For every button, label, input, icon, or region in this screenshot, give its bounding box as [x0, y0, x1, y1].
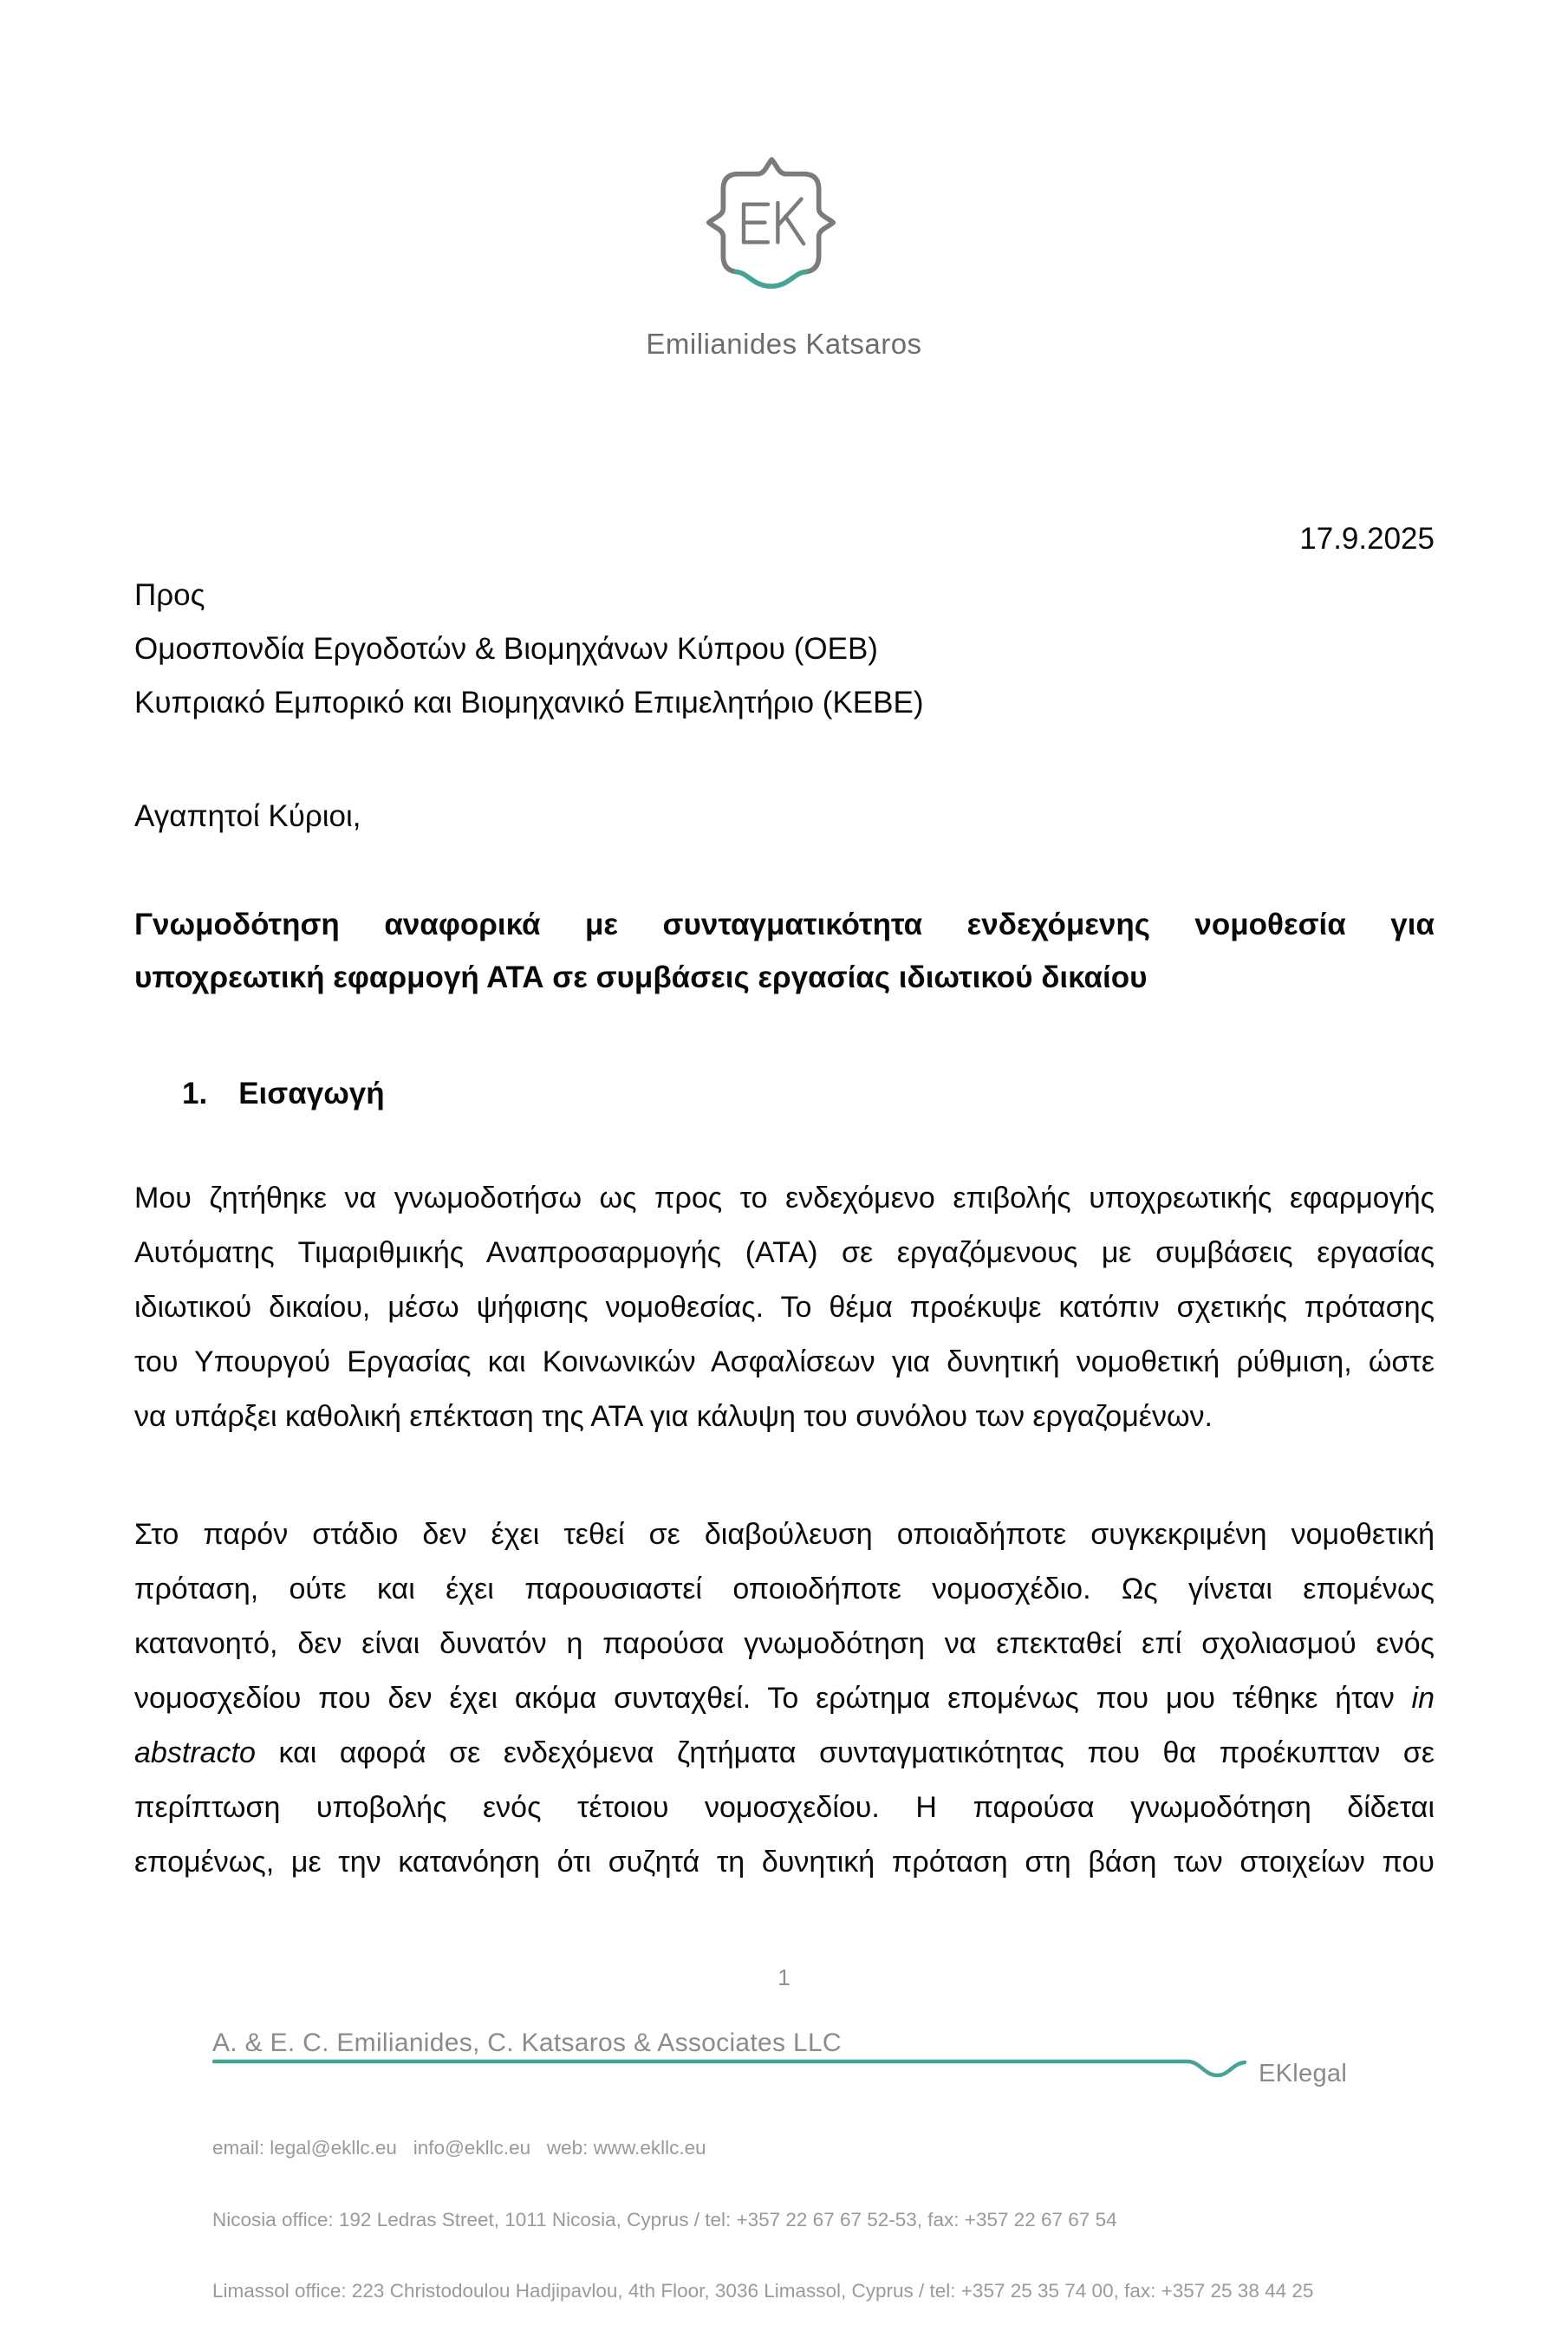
subject-line: Γνωμοδότηση αναφορικά με συνταγματικότητα ενδεχόμενης νομοθεσία για [134, 908, 1435, 941]
body-text-segment: και αφορά σε ενδεχόμενα ζητήματα συνταγματικότητας που θα προέκυπταν σε [278, 1736, 1435, 1769]
badge-teal-wave [736, 272, 806, 287]
footer-nicosia-line: Nicosia office: 192 Ledras Street, 1011 Nicosia, Cyprus / tel: +357 22 67 67 52-53, fax: +357 22 67 67 54 [212, 2208, 1117, 2231]
body-line: ιδιωτικού δικαίου, μέσω ψήφισης νομοθεσίας. Το θέμα προέκυψε κατόπιν σχετικής πρότασης [134, 1291, 1435, 1324]
brand-name: Emilianides Katsaros [646, 328, 922, 360]
body-line [134, 1671, 1435, 1726]
body-text-segment: νομοσχεδίου που δεν έχει ακόμα συνταχθεί. Το ερώτημα επομένως που μου τέθηκε ήταν [134, 1682, 1395, 1715]
badge-outline [709, 160, 834, 272]
ek-badge-logo-icon [695, 146, 847, 302]
eklegal-swoosh-icon [212, 2056, 1250, 2086]
salutation: Αγαπητοί Κύριοι, [134, 799, 361, 833]
body-line: κατανοητό, δεν είναι δυνατόν η παρούσα γνωμοδότηση να επεκταθεί επί σχολιασμού ενός [134, 1627, 1435, 1660]
latin-phrase-italic: in [1411, 1682, 1435, 1715]
footer-email-line: email: legal@ekllc.eu info@ekllc.eu web: www.ekllc.eu [212, 2137, 706, 2159]
subject-line: υποχρεωτική εφαρμογή ΑΤΑ σε συμβάσεις εργασίας ιδιωτικού δικαίου [134, 961, 1148, 994]
body-line: Αυτόματης Τιμαριθμικής Αναπροσαρμογής (ΑΤΑ) σε εργαζόμενους με συμβάσεις εργασίας [134, 1236, 1435, 1269]
section-title: Εισαγωγή [238, 1077, 385, 1110]
body-line [134, 1726, 1435, 1781]
eklegal-wordmark: EKlegal [1259, 2060, 1348, 2087]
body-line: περίπτωση υποβολής ενός τέτοιου νομοσχεδίου. Η παρούσα γνωμοδότηση δίδεται [134, 1791, 1435, 1824]
section-heading [182, 1067, 385, 1121]
body-line: να υπάρξει καθολική επέκταση της ΑΤΑ για κάλυψη του συνόλου των εργαζομένων. [134, 1400, 1213, 1433]
ek-monogram [744, 199, 804, 244]
footer-limassol-line: Limassol office: 223 Christodoulou Hadjipavlou, 4th Floor, 3036 Limassol, Cyprus / tel: +357 25 35 74 00, fax: +357 25 38 44 25 [212, 2280, 1314, 2302]
subject-title [134, 898, 1435, 1004]
footer-rule [212, 2056, 1365, 2087]
page-number: 1 [777, 1964, 791, 1990]
body-line: Στο παρόν στάδιο δεν έχει τεθεί σε διαβούλευση οποιαδήποτε συγκεκριμένη νομοθετική [134, 1518, 1435, 1551]
letter-date: 17.9.2025 [1299, 522, 1435, 556]
body-line: πρόταση, ούτε και έχει παρουσιαστεί οποιοδήποτε νομοσχέδιο. Ως γίνεται επομένως [134, 1573, 1435, 1605]
recipient-block [134, 569, 1435, 730]
paragraph-1 [134, 1171, 1435, 1444]
section-number: 1. [182, 1077, 208, 1110]
body-line: επομένως, με την κατανόηση ότι συζητά τη δυνητική πρόταση στη βάση των στοιχείων που [134, 1846, 1435, 1879]
latin-phrase-italic: abstracto [134, 1736, 256, 1769]
recipient-label: Προς [134, 578, 205, 612]
recipient-line: Κυπριακό Εμπορικό και Βιομηχανικό Επιμελητήριο (ΚΕΒΕ) [134, 686, 924, 720]
body-line: του Υπουργού Εργασίας και Κοινωνικών Ασφαλίσεων για δυνητική νομοθετική ρύθμιση, ώστε [134, 1345, 1435, 1378]
firm-name: A. & E. C. Emilianides, C. Katsaros & Associates LLC [212, 2029, 842, 2057]
footer-contact-block [212, 2088, 1313, 2351]
recipient-line: Ομοσπονδία Εργοδοτών & Βιομηχάνων Κύπρου (ΟΕΒ) [134, 632, 878, 666]
paragraph-2 [134, 1508, 1435, 1890]
body-line: Μου ζητήθηκε να γνωμοδοτήσω ως προς το ενδεχόμενο επιβολής υποχρεωτικής εφαρμογής [134, 1182, 1435, 1215]
